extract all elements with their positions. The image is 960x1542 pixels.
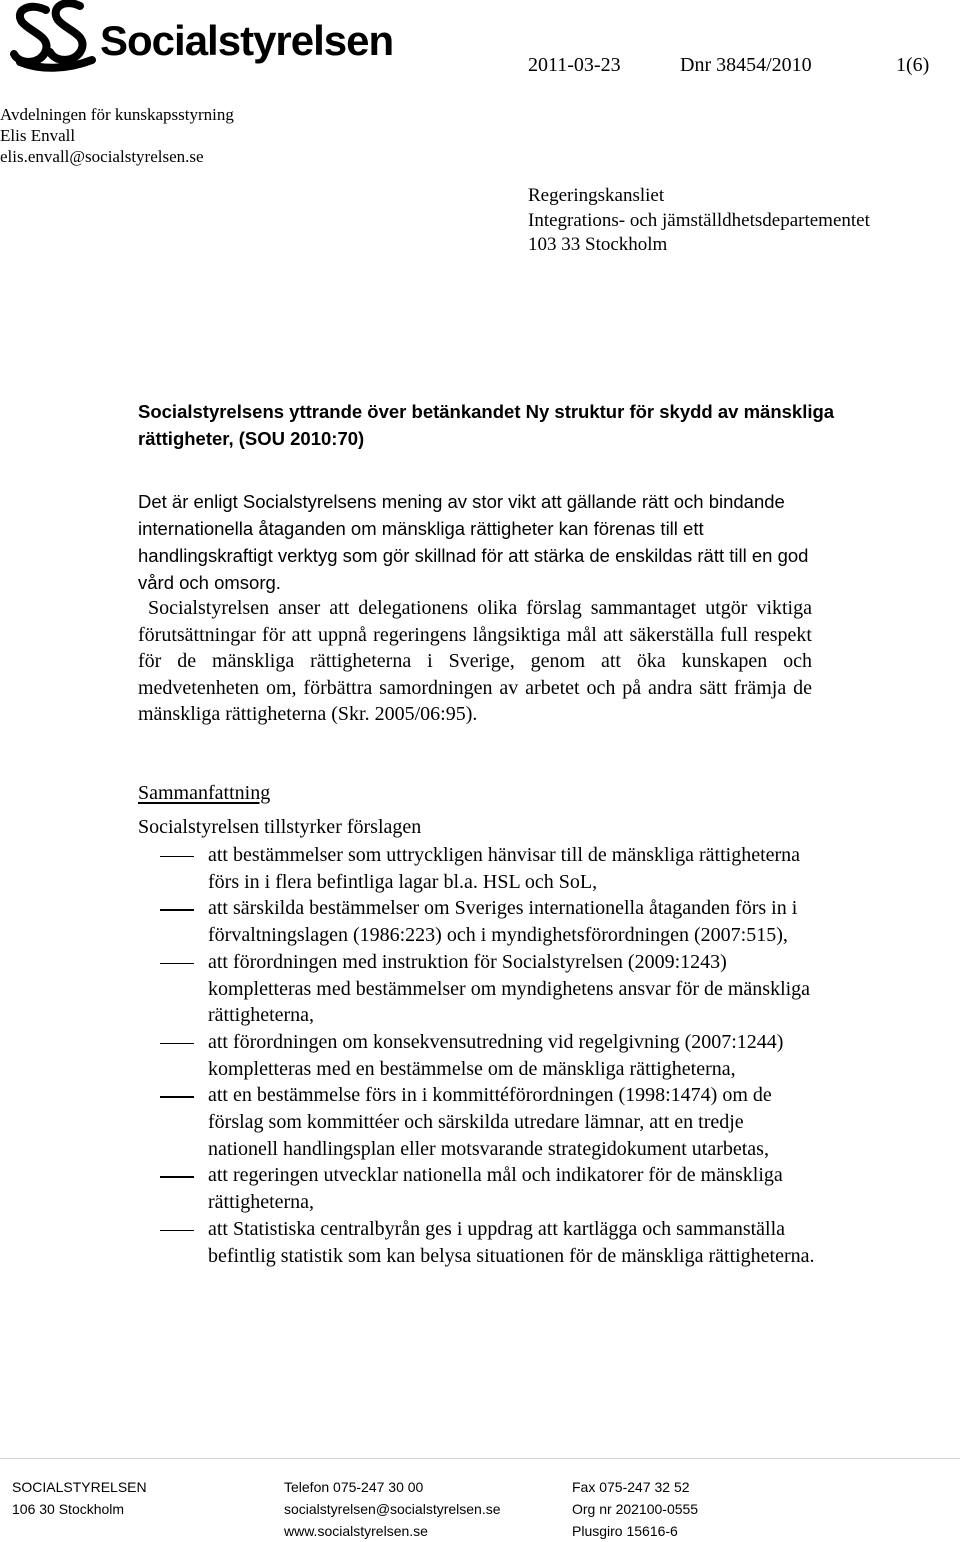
sender-email: elis.envall@socialstyrelsen.se [0,147,204,166]
page-number: 1(6) [896,54,930,76]
footer-email: socialstyrelsen@socialstyrelsen.se [284,1501,501,1517]
intro-paragraph: Det är enligt Socialstyrelsens mening av stor vikt att gällande rätt och bindande internationella åtaganden om mänskliga rättigheter kan förenas till ett handlingskraftigt verktyg som gör skillnad för att stärka de enskildas rätt till en god vård och omsorg. [138,491,809,593]
list-item: att bestämmelser som uttryckligen hänvisar till de mänskliga rättigheterna förs in i flera befintliga lagar bl.a. HSL och SoL, [138,842,818,895]
sender-name: Elis Envall [0,126,76,145]
logo-wordmark: Socialstyrelsen [100,17,394,64]
dash-bullet [160,856,194,857]
dash-bullet [160,963,194,964]
recipient-block [528,184,870,258]
list-item: att en bestämmelse förs in i kommittéförordningen (1998:1474) om de förslag som kommittéer och särskilda utredare lämnar, att en tredje nationell handlingsplan eller motsvarande strategidokument utarbetas, [138,1082,818,1162]
footer-phone: Telefon 075-247 30 00 [284,1479,424,1495]
footer-fax: Fax 075-247 32 52 [572,1479,690,1495]
sender-department: Avdelningen för kunskapsstyrning [0,105,234,124]
ss-monogram-icon [6,0,98,72]
sender-block [0,104,234,167]
footer-postal: 106 30 Stockholm [12,1501,125,1517]
footer-orgnr: Org nr 202100-0555 [572,1501,699,1517]
list-item: att Statistiska centralbyrån ges i uppdrag att kartlägga och sammanställa befintlig statistik som kan belysa situationen för de mänskliga rättigheterna. [138,1216,818,1269]
dash-bullet [160,1096,194,1097]
footer-contact [284,1476,501,1542]
recipient-line-1: Regeringskansliet [528,185,665,206]
document-dnr: Dnr 38454/2010 [680,54,812,76]
footer-org: SOCIALSTYRELSEN [12,1479,147,1495]
document-date: 2011-03-23 [528,54,621,76]
dash-bullet [160,1230,194,1231]
dash-bullet [160,1043,194,1044]
recipient-line-3: 103 33 Stockholm [528,234,668,255]
second-paragraph: Socialstyrelsen anser att delegationens olika förslag sammantaget utgör viktiga förutsättningar för att uppnå regeringens långsiktiga mål att säkerställa full respekt för de mänskliga rättigheterna i Sverige, genom att öka kunskapen och medvetenheten om, förbättra samordningen av arbetet och på andra sätt främja de mänskliga rättigheterna (Skr. 2005/06:95). [138,597,812,726]
dash-bullet [160,909,194,910]
summary-heading: Sammanfattning [138,782,271,804]
dash-bullet [160,1176,194,1177]
list-item: att förordningen med instruktion för Socialstyrelsen (2009:1243) kompletteras med bestämmelser om myndighetens ansvar för de mänskliga rättigheterna, [138,949,818,1029]
footer-divider [0,1458,960,1459]
list-item: att förordningen om konsekvensutredning vid regelgivning (2007:1244) kompletteras med en bestämmelse om de mänskliga rättigheterna, [138,1029,818,1082]
footer-address [12,1476,147,1520]
summary-lead: Socialstyrelsen tillstyrker förslagen [138,816,422,838]
footer-numbers [572,1476,698,1542]
socialstyrelsen-logo [6,0,394,72]
footer-plusgiro: Plusgiro 15616-6 [572,1523,678,1539]
summary-list [138,842,818,1269]
list-item: att regeringen utvecklar nationella mål och indikatorer för de mänskliga rättigheterna, [138,1162,818,1215]
recipient-line-2: Integrations- och jämställdhetsdepartementet [528,209,870,231]
document-title: Socialstyrelsens yttrande över betänkandet Ny struktur för skydd av mänskliga rättigheter, (SOU 2010:70) [138,401,835,449]
footer-web: www.socialstyrelsen.se [284,1523,428,1539]
list-item: att särskilda bestämmelser om Sveriges internationella åtaganden förs in i förvaltningslagen (1986:223) och i myndighetsförordningen (2007:515), [138,895,818,948]
